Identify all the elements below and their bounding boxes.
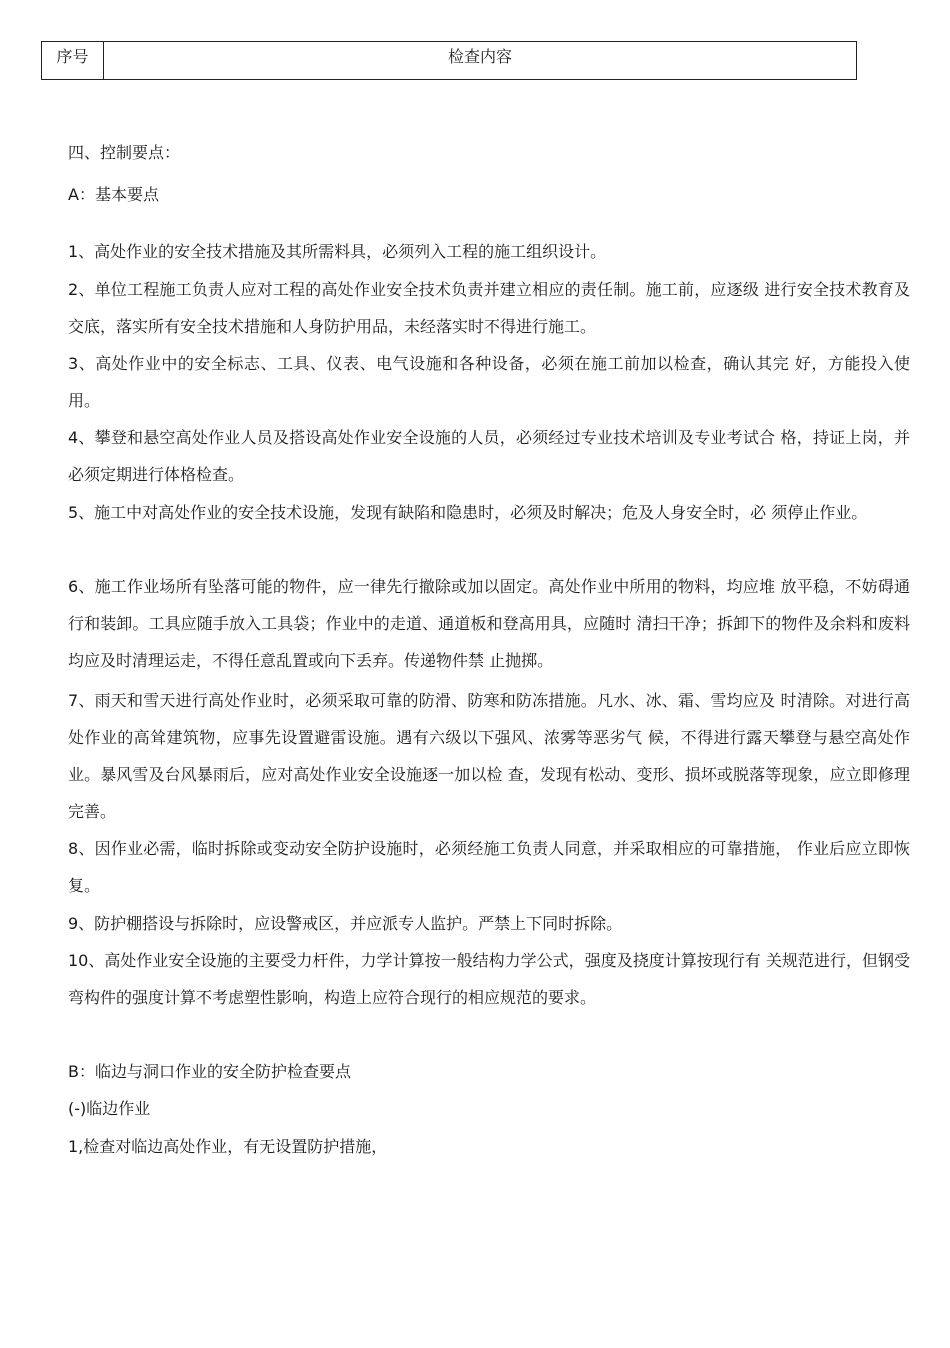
item-3: 3、高处作业中的安全标志、工具、仪表、电气设施和各种设备，必须在施工前加以检查，确认其完 好，方能投入使用。 [68,354,910,410]
table-header-content: 检查内容 [447,47,512,66]
item-5: 5、施工中对高处作业的安全技术设施，发现有缺陷和隐患时，必须及时解决；危及人身安全时，必 须停止作业。 [68,503,868,522]
item-6: 6、施工作业场所有坠落可能的物件，应一律先行撤除或加以固定。高处作业中所用的物料，均应堆 放平稳，不妨碍通行和装卸。工具应随手放入工具袋；作业中的走道、通道板和登高用具，应随时 清扫干净；拆卸下的物件及余料和废料均应及时清理运走，不得任意乱置或向下丢弃。传递物件禁 止抛掷。 [68,577,910,670]
item-4: 4、攀登和悬空高处作业人员及搭设高处作业安全设施的人员，必须经过专业技术培训及专业考试合 格，持证上岗，并必须定期进行体格检查。 [68,428,910,484]
item-8: 8、因作业必需，临时拆除或变动安全防护设施时，必须经施工负责人同意，并采取相应的可靠措施， 作业后应立即恢复。 [68,839,910,895]
header-table [41,41,857,80]
table-header-seq-no: 序号 [42,42,104,79]
item-2: 2、单位工程施工负责人应对工程的高处作业安全技术负责并建立相应的责任制。施工前，应逐级 进行安全技术教育及交底，落实所有安全技术措施和人身防护用品，未经落实时不得进行施工。 [68,280,910,336]
item-10: 10、高处作业安全设施的主要受力杆件，力学计算按一般结构力学公式，强度及挠度计算按现行有 关规范进行，但钢受弯构件的强度计算不考虑塑性影响，构造上应符合现行的相应规范的要求。 [68,951,910,1007]
subsection-b-title: B：临边与洞口作业的安全防护检查要点 [68,1062,351,1081]
subsection-b-item-1: 1,检查对临边高处作业，有无设置防护措施， [68,1137,388,1156]
item-7: 7、雨天和雪天进行高处作业时，必须采取可靠的防滑、防寒和防冻措施。凡水、冰、霜、雪均应及 时清除。对进行高处作业的高耸建筑物，应事先设置避雷设施。遇有六级以下强风、浓雾等恶劣气 候，不得进行露天攀登与悬空高处作业。暴风雪及台风暴雨后，应对高处作业安全设施逐一加以检 查，发现有松动、变形、损坏或脱落等现象，应立即修理完善。 [68,691,910,821]
item-1: 1、高处作业的安全技术措施及其所需料具，必须列入工程的施工组织设计。 [68,242,607,261]
section-title: 四、控制要点： [68,143,181,162]
subsection-a-title: A：基本要点 [68,185,159,204]
subsection-b-heading: (-)临边作业 [68,1099,151,1118]
item-9: 9、防护棚搭设与拆除时，应设警戒区，并应派专人监护。严禁上下同时拆除。 [68,914,623,933]
